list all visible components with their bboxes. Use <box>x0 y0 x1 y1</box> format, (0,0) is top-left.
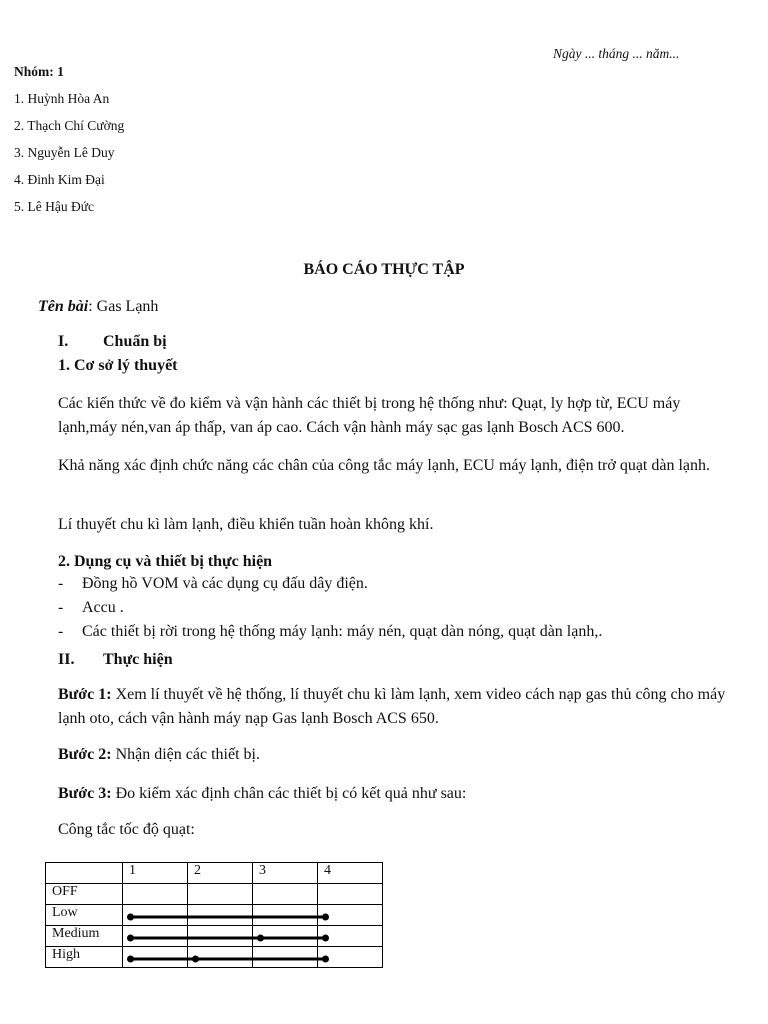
column-header: 2 <box>188 863 253 884</box>
switch-label: Công tắc tốc độ quạt: <box>58 821 195 838</box>
section-title: Chuẩn bị <box>103 333 167 350</box>
topic-label: Tên bài <box>38 298 89 315</box>
table-row <box>46 905 383 926</box>
column-header: 4 <box>318 863 383 884</box>
topic-line <box>38 295 158 319</box>
step-paragraph: Bước 3: Đo kiểm xác định chân các thiết bị có kết quả như sau: <box>58 785 467 802</box>
member-item: 1. Huỳnh Hòa An <box>14 91 110 106</box>
table-header-row <box>46 863 383 884</box>
member-item: 5. Lê Hậu Đức <box>14 199 95 214</box>
member-item: 2. Thạch Chí Cường <box>14 118 125 133</box>
subheading-tools: 2. Dụng cụ và thiết bị thực hiện <box>58 553 273 570</box>
step-paragraph: Bước 1: Xem lí thuyết về hệ thống, lí thuyết chu kì làm lạnh, xem video cách nạp gas thủ công cho máy lạnh oto, cách vận hành máy nạp Gas lạnh Bosch ACS 650. <box>58 686 726 727</box>
column-header: 3 <box>253 863 318 884</box>
section-heading-1 <box>58 330 167 354</box>
paragraph: Lí thuyết chu kì làm lạnh, điều khiển tuần hoàn không khí. <box>58 516 434 533</box>
column-header: 1 <box>123 863 188 884</box>
step-paragraph: Bước 2: Nhận diện các thiết bị. <box>58 746 260 763</box>
bullet-item: - Đồng hồ VOM và các dụng cụ đấu dây điện. <box>58 575 368 592</box>
table-row <box>46 947 383 968</box>
section-heading-2 <box>58 648 173 672</box>
group-label: Nhóm: 1 <box>14 64 64 79</box>
report-title: BÁO CÁO THỰC TẬP <box>303 261 465 278</box>
topic-value: : Gas Lạnh <box>88 298 159 315</box>
bullet-item: - Các thiết bị rời trong hệ thống máy lạnh: máy nén, quạt dàn nóng, quạt dàn lạnh,. <box>58 623 603 640</box>
paragraph: Các kiến thức về đo kiểm và vận hành các thiết bị trong hệ thống như: Quạt, ly hợp từ, ECU máy lạnh,máy nén,van áp thấp, van áp cao. Cách vận hành máy sạc gas lạnh Bosch ACS 600. <box>58 395 681 436</box>
member-item: 4. Đinh Kim Đại <box>14 172 105 187</box>
paragraph: Khả năng xác định chức năng các chân của công tắc máy lạnh, ECU máy lạnh, điện trở quạt dàn lạnh. <box>58 457 711 474</box>
subheading-theory: 1. Cơ sở lý thuyết <box>58 357 178 374</box>
fan-speed-table <box>45 862 383 968</box>
bullet-item: - Accu . <box>58 599 124 616</box>
row-label: Low <box>46 905 123 926</box>
section-title: Thực hiện <box>103 651 173 668</box>
date-line: Ngày ... tháng ... năm... <box>553 46 680 61</box>
table-row <box>46 884 383 905</box>
member-item: 3. Nguyễn Lê Duy <box>14 145 115 160</box>
section-number: I. <box>58 333 69 350</box>
table-row <box>46 926 383 947</box>
row-label: Medium <box>46 926 123 947</box>
row-label: High <box>46 947 123 968</box>
section-number: II. <box>58 651 75 668</box>
row-label: OFF <box>46 884 123 905</box>
